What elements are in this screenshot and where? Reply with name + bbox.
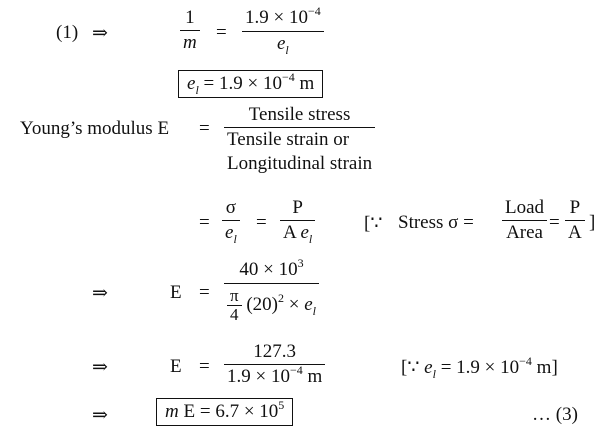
stress-sigma-label: Stress σ = xyxy=(398,212,474,233)
equals-sign: = xyxy=(199,282,210,303)
fraction-modulus-substitution: $40 \times 10^3$ $\frac{\pi}{4}$ $(20)^2 \times e_l$ xyxy=(224,258,319,324)
fraction-modulus-value: $\frac{127.3}{1.9 \times 10^{-4} m}$ xyxy=(224,340,325,390)
fraction-sigma-over-strain: $\frac{\sigma}{e_l}$ xyxy=(222,196,240,246)
implies-arrow: ⇒ xyxy=(92,357,108,378)
because-bracket: [∵ xyxy=(364,213,383,234)
modulus-symbol: E xyxy=(170,356,182,377)
implies-arrow: ⇒ xyxy=(92,23,108,44)
fraction-p-over-ae: $\frac{P}{A e_l}$ xyxy=(280,196,315,246)
equals-sign: = xyxy=(199,118,210,139)
equation-reference: … (3) xyxy=(532,404,578,425)
equals-sign: = xyxy=(199,212,210,233)
equals-sign: = xyxy=(256,212,267,233)
fraction-youngs-definition: Tensile stress Tensile strain or Longitudinal strain xyxy=(224,103,375,176)
implies-arrow: ⇒ xyxy=(92,405,108,426)
equals-sign: = xyxy=(549,212,560,233)
boxed-result-strain: $e_l = 1.9 \times 10^{-4}$ m xyxy=(178,70,323,98)
fraction-load-over-area: $\frac{\text{Load}}{\text{Area}}$ xyxy=(502,196,547,245)
equals-sign: = xyxy=(216,22,227,43)
implies-arrow: ⇒ xyxy=(92,283,108,304)
young-modulus-label: Young’s modulus E xyxy=(20,118,170,139)
modulus-symbol: E xyxy=(170,282,182,303)
fraction-strain: $\frac{1.9 \times 10^{-4}}{e_l}$ xyxy=(242,6,324,57)
equals-sign: = xyxy=(199,356,210,377)
equation-label: (1) xyxy=(56,22,79,43)
fraction-p-over-a: $\frac{P}{A}$ xyxy=(565,196,585,245)
close-bracket: ] xyxy=(589,212,596,233)
because-strain-note: [∵ $e_l = 1.9 \times 10^{-4}$ m] xyxy=(401,354,558,381)
boxed-final-result: m $E = 6.7 \times 10^5$ xyxy=(156,398,293,426)
fraction-one-over-m: $\frac{1}{m}$ xyxy=(180,6,200,55)
